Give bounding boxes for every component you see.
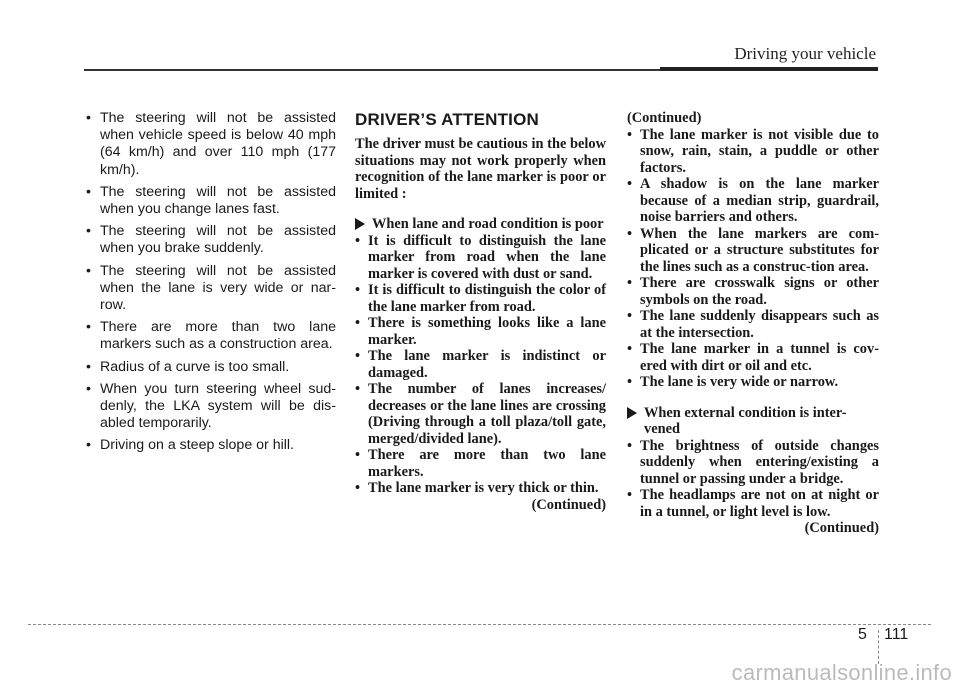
list-item: • The lane marker is indistinct or damaged. <box>355 348 606 381</box>
section-number: 5 <box>858 626 867 643</box>
left-bullet-list <box>84 110 336 455</box>
continued-label: (Continued) <box>531 496 606 513</box>
right-bullet-list-b <box>627 438 879 521</box>
triangle-bullet-icon <box>627 407 637 419</box>
middle-bullet-list <box>355 233 606 497</box>
page-header-title: Driving your vehicle <box>734 44 876 63</box>
list-item: • When you turn steering wheel sud-denly, the LKA system will be dis-abled temporarily. <box>84 381 336 433</box>
list-item: • The steering will not be assisted when you brake suddenly. <box>84 223 336 257</box>
middle-column <box>355 110 606 513</box>
list-item: • It is difficult to distinguish the lane marker from road when the lane marker is covered with dust or sand. <box>355 233 606 283</box>
list-item: • The lane suddenly disappears such as at the intersection. <box>627 308 879 341</box>
subhead-text: When lane and road condition is poor <box>372 216 604 232</box>
list-item: • The number of lanes increases/ decreases or the lane lines are crossing (Driving through a toll plaza/toll gate, merged/divided lane). <box>355 381 606 447</box>
list-item: • The brightness of outside changes suddenly when entering/existing a tunnel or passing under a bridge. <box>627 438 879 488</box>
list-item: • The lane is very wide or narrow. <box>627 374 879 391</box>
list-item: • When the lane markers are com-plicated or a structure substitutes for the lines such as a construc-tion area. <box>627 226 879 276</box>
section-title: DRIVER’S ATTENTION <box>355 110 539 129</box>
right-bullet-list-a <box>627 127 879 391</box>
subhead-external-condition <box>627 405 879 438</box>
list-item: • There are crosswalk signs or other symbols on the road. <box>627 275 879 308</box>
list-item: • The lane marker is very thick or thin. <box>355 480 606 497</box>
footer-divider <box>878 630 879 664</box>
list-item: • The lane marker in a tunnel is cov-ered with dirt or oil and etc. <box>627 341 879 374</box>
intro-paragraph: The driver must be cautious in the below situations may not work properly when recognition of the lane marker is poor or limited : <box>355 136 606 202</box>
list-item: • Driving on a steep slope or hill. <box>84 437 336 454</box>
continued-label: (Continued) <box>804 520 879 536</box>
header-rule-accent <box>660 67 878 71</box>
list-item: • It is difficult to distinguish the color of the lane marker from road. <box>355 282 606 315</box>
list-item: • There are more than two lane markers. <box>355 447 606 480</box>
list-item: • The lane marker is not visible due to snow, rain, stain, a puddle or other factors. <box>627 127 879 177</box>
watermark: carmanualsonline.info <box>731 660 952 685</box>
subhead-road-condition <box>355 216 606 233</box>
continued-label: (Continued) <box>627 110 702 126</box>
list-item: • There are more than two lane markers such as a construction area. <box>84 319 336 353</box>
list-item: • There is something looks like a lane marker. <box>355 315 606 348</box>
list-item: • The headlamps are not on at night or in a tunnel, or light level is low. <box>627 487 879 520</box>
list-item: • The steering will not be assisted when vehicle speed is below 40 mph (64 km/h) and over 110 mph (177 km/h). <box>84 110 336 179</box>
right-column <box>627 110 879 537</box>
left-column <box>84 110 336 460</box>
list-item: • Radius of a curve is too small. <box>84 359 336 376</box>
page-number: 111 <box>884 626 909 643</box>
list-item: • A shadow is on the lane marker because of a median strip, guardrail, noise barriers and others. <box>627 176 879 226</box>
footer-rule <box>28 624 931 625</box>
triangle-bullet-icon <box>355 218 365 230</box>
subhead-text: When external condition is inter-vened <box>644 404 847 437</box>
list-item: • The steering will not be assisted when you change lanes fast. <box>84 184 336 218</box>
list-item: • The steering will not be assisted when the lane is very wide or nar-row. <box>84 263 336 315</box>
